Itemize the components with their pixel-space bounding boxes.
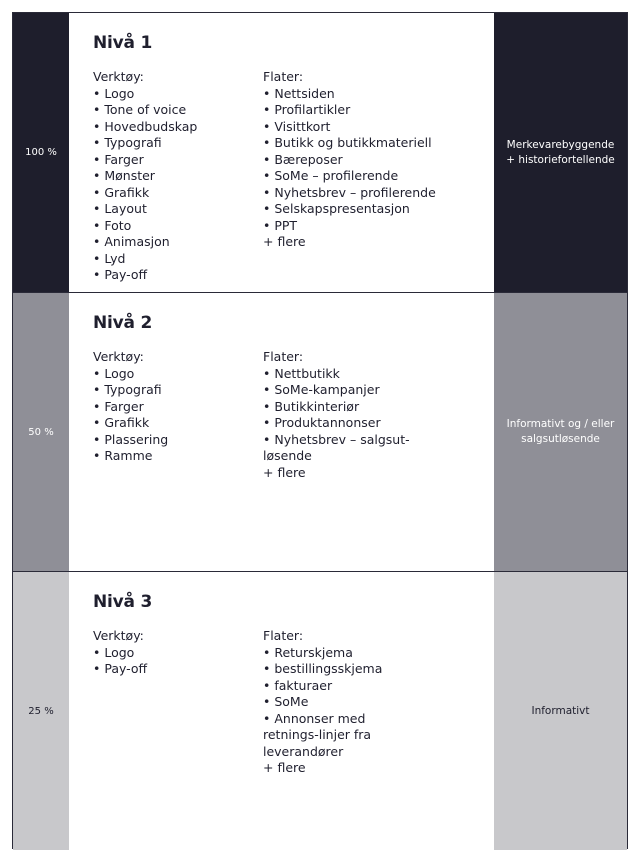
list-item: • PPT (263, 217, 298, 233)
surfaces-heading: Flater: (263, 69, 304, 84)
surfaces-heading: Flater: (263, 628, 304, 643)
list-item: • Mønster (93, 168, 155, 183)
tools-heading: Verktøy: (93, 349, 144, 364)
level-row-3 (13, 571, 627, 850)
list-item: • Animasjon (93, 234, 170, 249)
list-item: • Layout (93, 201, 147, 216)
surfaces-column (263, 69, 483, 251)
list-item: • SoMe – profilerende (263, 168, 399, 183)
list-item: • Nettsiden (263, 85, 335, 101)
list-item: • Logo (93, 644, 135, 660)
surfaces-column (263, 628, 483, 777)
list-item: • Bæreposer (263, 151, 343, 167)
level-percent-cell (13, 572, 69, 850)
surfaces-column (263, 349, 483, 481)
tools-heading: Verktøy: (93, 628, 144, 643)
level-row-1 (13, 13, 627, 292)
list-item: • Plassering (93, 431, 169, 447)
list-item: • Returskjema (263, 644, 353, 660)
tools-list (93, 86, 253, 284)
tools-column (93, 69, 253, 284)
list-item: • Typografi (93, 135, 162, 150)
list-item: • Profilartikler (263, 102, 351, 117)
level-title: Nivå 1 (93, 33, 153, 53)
list-item: • Hovedbudskap (93, 118, 198, 134)
surfaces-list (263, 86, 483, 235)
list-item: • Nettbutikk (263, 365, 340, 381)
level-percent-cell (13, 293, 69, 571)
list-item: • Grafikk (93, 184, 150, 200)
level-purpose-cell (494, 293, 627, 571)
surfaces-more: + flere (263, 760, 306, 775)
list-item: • Grafikk (93, 415, 150, 430)
tools-column (93, 349, 253, 465)
list-item: • Nyhetsbrev – profilerende (263, 184, 436, 200)
level-percent-cell (13, 13, 69, 292)
surfaces-heading: Flater: (263, 349, 304, 364)
level-percent: 100 % (25, 147, 57, 158)
list-item: • Nyhetsbrev – salgsut-løsende (263, 431, 410, 463)
list-item: • Pay-off (93, 661, 148, 676)
level-purpose: Informativt og / eller salgsutløsende (506, 418, 615, 445)
tools-list (93, 366, 253, 465)
surfaces-list (263, 645, 423, 761)
level-purpose-cell (494, 13, 627, 292)
surfaces-more: + flere (263, 234, 306, 249)
surfaces-more: + flere (263, 464, 306, 480)
list-item: • SoMe (263, 694, 309, 709)
list-item: • Farger (93, 151, 144, 167)
level-purpose: Merkevarebyggende + historiefortellende (506, 138, 615, 166)
level-title: Nivå 3 (93, 592, 153, 612)
list-item: • bestillingsskjema (263, 661, 383, 676)
list-item: • Visittkort (263, 118, 331, 134)
level-content-cell (69, 13, 494, 292)
level-purpose-cell (494, 572, 627, 850)
level-percent: 25 % (28, 705, 54, 717)
list-item: • Selskapspresentasjon (263, 201, 410, 216)
list-item: • Foto (93, 217, 132, 233)
level-row-2 (13, 292, 627, 571)
tools-heading: Verktøy: (93, 69, 144, 84)
list-item: • Lyd (93, 250, 126, 266)
level-content-cell (69, 293, 494, 571)
surfaces-list (263, 366, 413, 465)
list-item: • Logo (93, 85, 135, 101)
level-title: Nivå 2 (93, 313, 153, 333)
level-purpose: Informativt (531, 704, 590, 717)
list-item: • Ramme (93, 448, 153, 463)
level-content-cell (69, 572, 494, 850)
list-item: • Produktannonser (263, 415, 381, 430)
level-percent: 50 % (28, 426, 54, 438)
list-item: • Pay-off (93, 267, 148, 282)
list-item: • Farger (93, 398, 144, 414)
list-item: • Annonser med retnings-linjer fra leverandører (263, 710, 372, 759)
list-item: • fakturaer (263, 677, 333, 693)
list-item: • Logo (93, 365, 135, 381)
tools-list (93, 645, 253, 678)
list-item: • SoMe-kampanjer (263, 382, 380, 397)
brand-level-table (12, 12, 628, 849)
list-item: • Butikkinteriør (263, 398, 360, 414)
list-item: • Typografi (93, 382, 162, 397)
tools-column (93, 628, 253, 678)
list-item: • Tone of voice (93, 102, 187, 117)
list-item: • Butikk og butikkmateriell (263, 135, 432, 150)
